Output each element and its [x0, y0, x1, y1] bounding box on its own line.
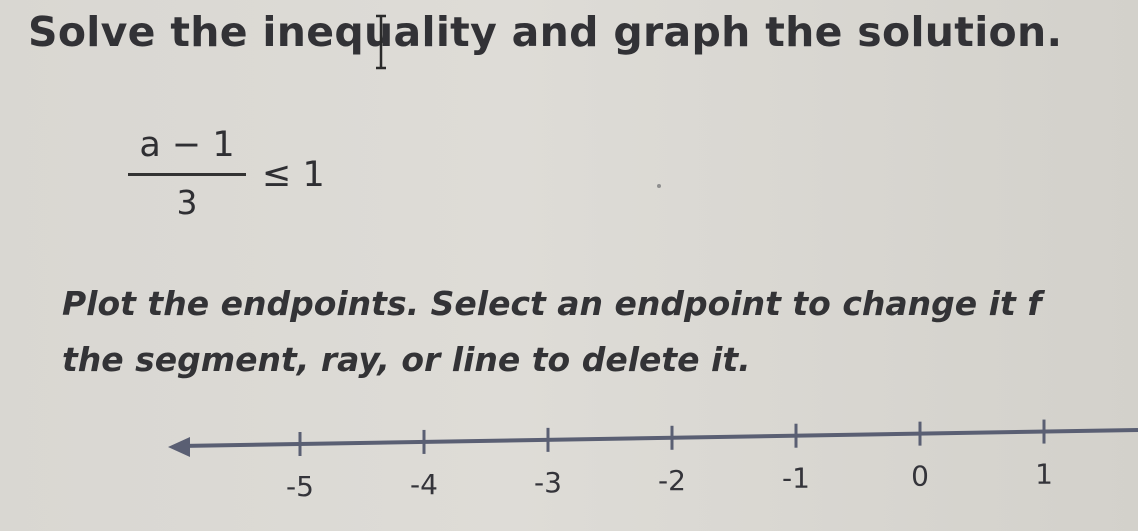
- question-title: Solve the inequality and graph the solution.: [28, 8, 1063, 56]
- stray-dot: [657, 184, 661, 188]
- tick-label: 0: [911, 459, 929, 493]
- tick-label: -1: [782, 461, 810, 495]
- fraction-bar: [128, 173, 246, 176]
- inequality-relation: ≤ 1: [262, 155, 325, 195]
- fraction-denominator: 3: [176, 183, 198, 222]
- tick-label: -2: [658, 463, 686, 497]
- inequality: [128, 124, 368, 234]
- instruction-line-2: the segment, ray, or line to delete it.: [62, 340, 751, 379]
- arrow-left-icon: [168, 437, 190, 457]
- tick-label: -5: [286, 469, 314, 503]
- number-line-axis[interactable]: [180, 430, 1138, 446]
- fraction-numerator: a − 1: [139, 125, 235, 165]
- number-line[interactable]: [0, 410, 1138, 531]
- instruction-line-1: Plot the endpoints. Select an endpoint to change it f: [62, 284, 1042, 323]
- tick-label: -3: [534, 465, 562, 499]
- tick-label: 1: [1035, 457, 1053, 491]
- i-beam-cursor-icon: [374, 14, 388, 70]
- tick-label: -4: [410, 467, 438, 501]
- fraction: [128, 124, 246, 224]
